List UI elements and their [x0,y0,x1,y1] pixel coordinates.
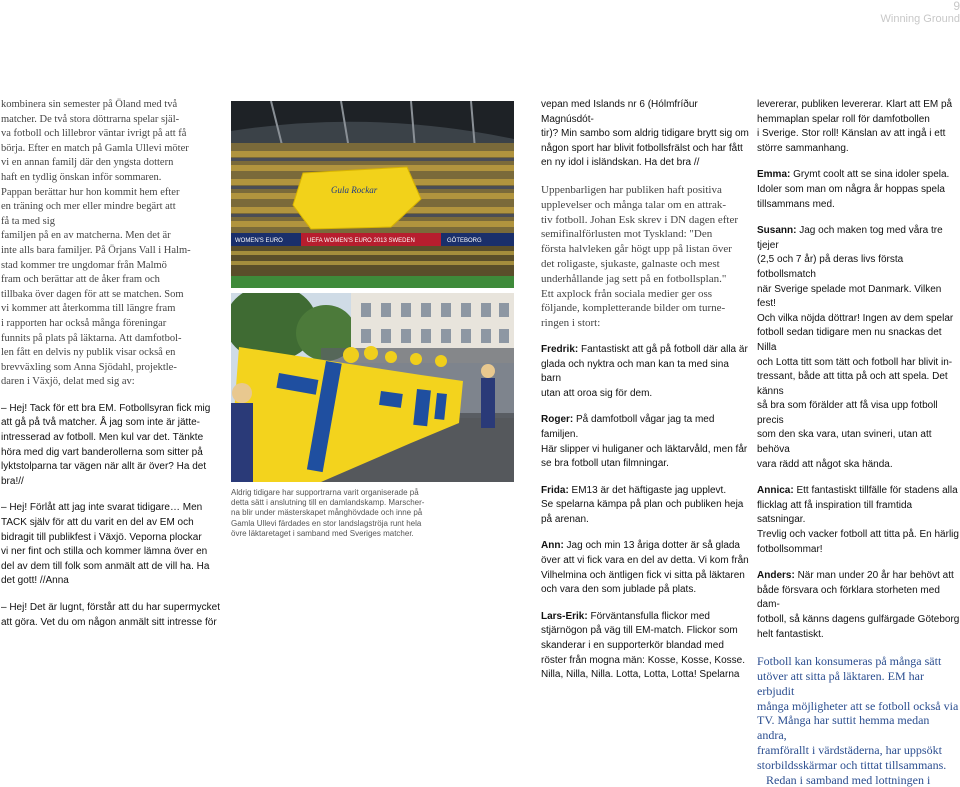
march-photo [231,293,514,482]
text-line: fotboll, så känns dagens gulfärgade Göteborg [757,613,960,628]
stadium-photo [231,101,514,288]
text-line: börja. Efter en match på Gamla Ullevi möter [1,142,221,157]
text-line: vi kommer att återkomma till längre fram [1,302,221,317]
text-line: följande, kompletterande bilder om turne- [541,301,751,316]
text-line [757,484,960,499]
text-line: framförallt i värdstäderna, har uppsökt [757,743,960,758]
text-line: va fotboll och lillebror väntar ivrigt på att få [1,127,221,142]
closing-paragraph [757,654,960,787]
text-line: ringen i stort: [541,316,751,331]
text-line: kombinera sin semester på Öland med två [1,98,221,113]
text-line: len fått en delvis ny publik visar också en [1,346,221,361]
quote-text: Grymt coolt att se sina idoler spela. [790,169,949,180]
text-line: när Sverige spelade mot Danmark. Vilken fest! [757,283,960,312]
text-line: i rapporten har också många föreningar [1,317,221,332]
quote-text: Fantastiskt att gå på fotboll där alla är [578,344,748,355]
letter-2 [1,501,221,589]
quote-text: Jag och min 13 åriga dotter är så glada [564,540,740,551]
text-line: Nilla, Nilla, Nilla. Lotta, Lotta, Lotta! Spelarna [541,668,751,683]
quote-name: Susann: [757,225,796,236]
text-line: tiv fotboll. Johan Esk skrev i DN dagen efter [541,213,751,228]
text-line: tir)? Min sambo som aldrig tidigare brytt sig om [541,127,751,142]
text-line [541,484,751,499]
text-line: – Hej! Det är lugnt, förstår att du har supermycket [1,601,221,616]
text-line [541,539,751,554]
text-line: storbildsskärmar och tittat tillsammans. [757,758,960,773]
text-line [757,569,960,584]
text-line: semifinalförlusten mot Tyskland: "Den [541,227,751,242]
letter-continued [541,98,751,171]
text-line: första halvleken går högt upp på listan över [541,242,751,257]
text-line: skanderar i en supporterkör blandad med [541,639,751,654]
text-line: det gott! //Anna [1,574,221,589]
text-line: vi en annan familj där den yngsta dottern [1,156,221,171]
board-right: GÖTEBORG [447,237,482,244]
text-line: Här slipper vi huliganer och läktarvåld, men får [541,443,751,458]
text-line: vara rädd att något ska hända. [757,458,960,473]
text-line: bra!// [1,475,221,490]
text-line: Och vilka nöjda döttrar! Ingen av dem spelar [757,312,960,327]
text-line: i Sverige. Stor roll! Känslan av att ingå i ett [757,127,960,142]
text-line: del av dem till folk som anmält att de vill ha. Ha [1,560,221,575]
text-line: Pappan berättar hur hon kommit hem efter [1,186,221,201]
text-line [541,413,751,442]
quote-lars-erik [541,610,751,683]
text-line: underhållande jag sett på en fotbollsplan." [541,272,751,287]
quote-text: Ett fantastiskt tillfälle för stadens alla [794,485,958,496]
col3-body [541,183,751,331]
text-line: Redan i samband med lottningen i [757,773,960,787]
quote-name: Fredrik: [541,344,578,355]
quote-name: Annica: [757,485,794,496]
march-image [231,293,514,482]
text-line: haft en tydlig önskan inför sommaren. [1,171,221,186]
quote-fredrik [541,343,751,401]
text-line: vepan med Islands nr 6 (Hólmfríður Magnúsdót- [541,98,751,127]
text-line: många möjligheter att se fotboll också via [757,699,960,714]
col1-intro [1,98,221,390]
text-line: funnits på plats på läktarna. Att damfotbol- [1,332,221,347]
text-line: Idoler som man om några år hoppas spela [757,183,960,198]
board-center: UEFA WOMEN'S EURO 2013 SWEDEN [307,238,415,244]
quote-text: När man under 20 år har behövt att [795,570,954,581]
text-line: helt fantastiskt. [757,628,960,643]
quote-susann [757,224,960,472]
text-line [757,168,960,183]
caption-line: detta sätt i anslutning till en damlandskamp. Marscher- [231,498,431,508]
text-line: lyktstolparna tar vägen när allt är över? Ha det [1,460,221,475]
text-line: upplevelser och många talar om en attrak- [541,198,751,213]
text-line: Fotboll kan konsumeras på många sätt [757,654,960,669]
text-line: det roligaste, sjukaste, galnaste och mest [541,257,751,272]
column-4 [757,98,960,787]
text-line: inte alls bara familjer. På Örjans Vall i Halm- [1,244,221,259]
text-line: både försvara och förklara storheten med dam- [757,584,960,613]
text-line: brevväxling som Anna Sjödahl, projektle- [1,361,221,376]
text-line: stad kommer tre ungdomar från Malmö [1,259,221,274]
text-line: en träning och mer eller mindre begärt att [1,200,221,215]
text-line: TACK själv för att du varit en del av EM och [1,516,221,531]
text-line: (2,5 och 7 år) på deras livs första fotbollsmatch [757,253,960,282]
quote-ann [541,539,751,597]
flag-text: Gula Rockar [331,185,378,195]
text-line: höra med dig vart banderollerna som sitter på [1,446,221,461]
text-line: levererar, publiken levererar. Klart att EM på [757,98,960,113]
text-line: matcher. De två stora döttrarna spelar själ- [1,113,221,128]
caption-line: Gamla Ullevi färdades en stor landslagströja runt hela [231,519,431,529]
text-line [541,610,751,625]
text-line: Se spelarna kämpa på plan och publiken heja [541,498,751,513]
quote-text: Förväntansfulla flickor med [588,611,710,622]
page-number: 9 [881,0,960,13]
text-line: att göra. Vet du om någon anmält sitt intresse för [1,616,221,631]
quote-annica [757,484,960,557]
text-line: hemmaplan spelar roll för damfotbollen [757,113,960,128]
text-line: tressant, både att titta på och att spela. Det känns [757,370,960,399]
stadium-image [231,101,514,288]
quote-anders [757,569,960,642]
text-line: Vilhelmina och äntligen fick vi sitta på läktaren [541,569,751,584]
page-header [881,0,960,26]
quote-text: Jag och maken tog med våra tre tjejer [757,225,943,251]
text-line: någon sport har blivit fotbollsfrälst och har fått [541,142,751,157]
text-line: som den ska vara, utan svineri, utan att behöva [757,428,960,457]
text-line: – Hej! Tack för ett bra EM. Fotbollsyran fick mig [1,402,221,417]
text-line [757,224,960,253]
text-line: flicklag att få inspiration till framtida satsningar. [757,499,960,528]
quote-frida [541,484,751,528]
text-line: daren i Växjö, delat med sig av: [1,375,221,390]
text-line: TV. Många har suttit hemma medan andra, [757,713,960,743]
text-line: och vara den som jublade på plats. [541,583,751,598]
caption-line: övre läktaretaget i samband med Sveriges matcher. [231,529,431,539]
text-line: över att vi fick vara en del av detta. Vi kom från [541,554,751,569]
text-line: fotboll sedan tidigare men nu snackas det Nilla [757,326,960,355]
text-line: och Lotta titt som tätt och fotboll har blivit in- [757,356,960,371]
text-line: på arenan. [541,513,751,528]
photo-caption [231,488,431,539]
text-line: Uppenbarligen har publiken haft positiva [541,183,751,198]
text-line: att gå på två matcher. Å jag som inte är jätte- [1,416,221,431]
quote-name: Emma: [757,169,790,180]
text-line: större sammanhang. [757,142,960,157]
column-1 [1,98,221,630]
letter-1 [1,402,221,490]
text-line: tillbaka över dagen för att se matchen. Som [1,288,221,303]
caption-line: na blir under mästerskapet månghövdade och inne på [231,508,431,518]
text-line: se bra fotboll utan filmningar. [541,457,751,472]
quote-name: Anders: [757,570,795,581]
text-line: tillsammans med. [757,198,960,213]
text-line: familjen på en av matcherna. Men det är [1,229,221,244]
text-line: fram och berättar att de åker fram och [1,273,221,288]
quote-name: Ann: [541,540,564,551]
quote-roger [541,413,751,471]
quote-text: På damfotboll vågar jag ta med familjen. [541,414,714,440]
text-line: stjärnögon på väg till EM-match. Flickor som [541,624,751,639]
text-line: utan att oroa sig för dem. [541,387,751,402]
text-line: intresserad av fotboll. Men kul var det. Tänkte [1,431,221,446]
letter-3 [1,601,221,630]
column-3 [541,98,751,683]
quote-text: EM13 är det häftigaste jag upplevt. [569,485,726,496]
caption-line: Aldrig tidigare har supportrarna varit organiserade på [231,488,431,498]
text-line: bidragit till publikfest i Växjö. Veporna plockar [1,531,221,546]
text-line: vi ner fint och stilla och kommer lämna över en [1,545,221,560]
text-line: – Hej! Förlåt att jag inte svarat tidigare… Men [1,501,221,516]
text-line: röster från mogna män: Kosse, Kosse, Kosse. [541,654,751,669]
text-line [541,343,751,358]
quote-name: Lars-Erik: [541,611,588,622]
section-title: Winning Ground [881,13,960,26]
text-line: en ny idol i isländskan. Ha det bra // [541,156,751,171]
text-line: glada och nyktra och man kan ta med sina barn [541,358,751,387]
board-left: WOMEN'S EURO [235,238,283,244]
quote-name: Frida: [541,485,569,496]
text-line: Trevlig och vacker fotboll att titta på. En härlig [757,528,960,543]
text-line: utöver att sitta på läktaren. EM har erbjudit [757,669,960,699]
text-line: så bra som förälder att få visa upp fotboll precis [757,399,960,428]
text-line: fotbollsommar! [757,543,960,558]
text-line: få ta med sig [1,215,221,230]
quote-emma [757,168,960,212]
quote-name: Roger: [541,414,573,425]
lars-erik-continued [757,98,960,156]
text-line: Ett axplock från sociala medier ger oss [541,287,751,302]
